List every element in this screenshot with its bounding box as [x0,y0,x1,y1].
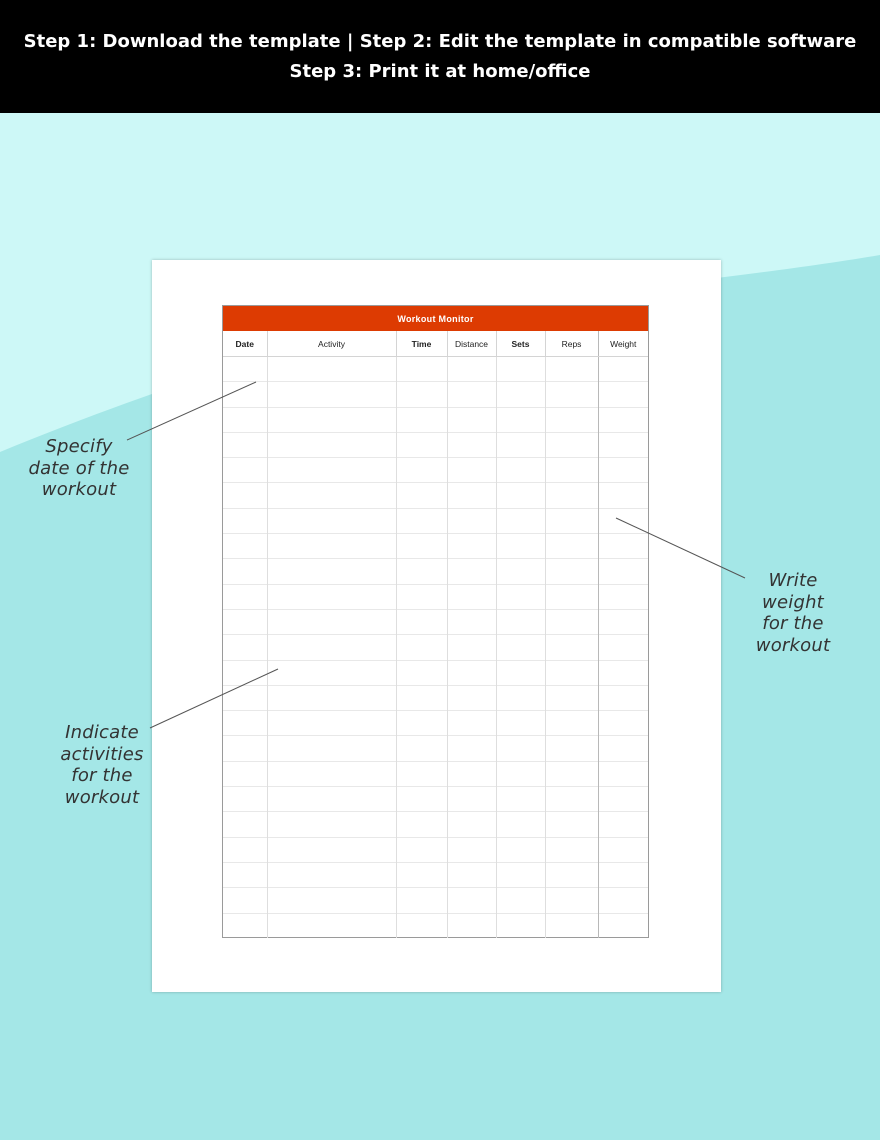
table-cell [496,357,545,382]
column-header-sets: Sets [496,331,545,357]
table-cell [447,458,496,483]
table-cell [598,432,648,457]
column-header-activity: Activity [267,331,396,357]
table-cell [545,913,598,938]
table-cell [496,812,545,837]
table-cell [447,559,496,584]
table-row [223,559,648,584]
table-row [223,407,648,432]
table-cell [545,711,598,736]
callout-weight-line: workout [755,634,831,656]
table-cell [223,609,267,634]
table-cell [496,787,545,812]
table-cell [223,761,267,786]
table-cell [267,458,396,483]
table-cell [545,787,598,812]
table-cell [545,382,598,407]
table-cell [598,382,648,407]
table-cell [267,534,396,559]
table-cell [545,837,598,862]
table-cell [223,483,267,508]
table-cell [267,736,396,761]
table-row [223,382,648,407]
table-cell [598,458,648,483]
table-cell [496,711,545,736]
column-header-distance: Distance [447,331,496,357]
table-cell [267,609,396,634]
table-cell [396,812,447,837]
callout-activity-line: activities [60,743,144,765]
callout-date-line: workout [41,479,117,500]
table-cell [396,584,447,609]
table-cell [598,711,648,736]
table-cell [223,913,267,938]
table-cell [267,357,396,382]
table-cell [496,382,545,407]
table-cell [496,635,545,660]
table-cell [447,761,496,786]
table-cell [496,534,545,559]
table-cell [447,787,496,812]
table-cell [545,635,598,660]
callout-date [18,436,140,501]
table-cell [223,432,267,457]
table-cell [598,888,648,913]
table-cell [396,407,447,432]
callout-date-line: Specify [45,436,113,457]
table-cell [396,888,447,913]
table-cell [267,812,396,837]
table-cell [396,483,447,508]
table-row [223,584,648,609]
table-row [223,736,648,761]
table-cell [447,584,496,609]
instructions-banner [0,0,880,113]
table-cell [396,761,447,786]
workout-table [223,331,648,938]
table-cell [447,357,496,382]
table-cell [396,685,447,710]
table-cell [545,357,598,382]
table-cell [545,508,598,533]
table-cell [545,559,598,584]
table-row [223,711,648,736]
instructions-line-1: Step 1: Download the template | Step 2: Edit the template in compatible software [23,31,857,52]
table-cell [545,458,598,483]
table-cell [598,660,648,685]
table-row [223,685,648,710]
table-cell [496,483,545,508]
table-cell [447,508,496,533]
table-cell [396,660,447,685]
table-cell [223,660,267,685]
table-cell [447,888,496,913]
table-cell [223,508,267,533]
instructions-line-2: Step 3: Print it at home/office [289,61,591,82]
table-cell [267,761,396,786]
column-header-date: Date [223,331,267,357]
table-row [223,534,648,559]
table-cell [496,508,545,533]
table-cell [223,711,267,736]
table-cell [545,685,598,710]
table-cell [496,862,545,887]
table-cell [545,483,598,508]
table-cell [223,685,267,710]
table-cell [396,508,447,533]
table-row [223,609,648,634]
table-header-row [223,331,648,357]
table-cell [267,432,396,457]
callout-activity-line: workout [64,786,140,808]
column-header-time: Time [396,331,447,357]
table-cell [223,458,267,483]
table-cell [267,559,396,584]
table-cell [545,888,598,913]
table-cell [496,458,545,483]
table-cell [496,407,545,432]
table-row [223,862,648,887]
table-row [223,483,648,508]
table-cell [267,584,396,609]
table-row [223,812,648,837]
table-cell [223,862,267,887]
table-cell [545,862,598,887]
table-cell [267,787,396,812]
table-cell [223,357,267,382]
table-cell [447,382,496,407]
table-cell [447,913,496,938]
table-cell [396,635,447,660]
callout-activity-line: for the [71,765,133,786]
template-page [152,260,721,992]
callout-activity [42,722,162,808]
table-cell [598,407,648,432]
table-cell [223,534,267,559]
callout-activity-line: Indicate [65,722,139,743]
table-cell [598,913,648,938]
table-cell [396,787,447,812]
table-cell [447,837,496,862]
table-row [223,761,648,786]
table-cell [396,913,447,938]
table-cell [598,609,648,634]
table-cell [598,685,648,710]
table-row [223,508,648,533]
table-cell [267,483,396,508]
table-cell [396,534,447,559]
table-cell [545,432,598,457]
table-cell [267,635,396,660]
table-row [223,635,648,660]
table-cell [598,761,648,786]
table-cell [545,660,598,685]
table-cell [598,483,648,508]
table-row [223,787,648,812]
callout-weight-line: for the [762,613,824,634]
table-cell [598,559,648,584]
table-cell [267,685,396,710]
table-cell [223,787,267,812]
table-cell [598,787,648,812]
callout-weight-line: Write [768,570,818,591]
table-cell [545,534,598,559]
table-cell [447,609,496,634]
table-cell [496,837,545,862]
table-row [223,432,648,457]
table-row [223,660,648,685]
table-cell [267,660,396,685]
table-cell [223,837,267,862]
table-cell [447,534,496,559]
table-cell [396,458,447,483]
table-cell [267,913,396,938]
table-cell [223,736,267,761]
table-cell [396,736,447,761]
table-cell [545,609,598,634]
table-cell [223,888,267,913]
table-cell [396,432,447,457]
callout-date-line: date of the [28,457,130,479]
table-cell [223,584,267,609]
table-cell [396,837,447,862]
table-cell [496,761,545,786]
table-cell [396,559,447,584]
table-cell [447,736,496,761]
table-cell [267,382,396,407]
table-cell [496,559,545,584]
table-cell [545,761,598,786]
table-cell [598,508,648,533]
table-cell [598,584,648,609]
table-cell [396,711,447,736]
table-cell [496,609,545,634]
table-cell [447,862,496,887]
table-cell [223,382,267,407]
table-cell [598,635,648,660]
table-cell [223,812,267,837]
table-cell [396,862,447,887]
table-cell [598,534,648,559]
workout-monitor-sheet [222,305,649,938]
table-cell [496,685,545,710]
table-cell [496,736,545,761]
table-cell [267,508,396,533]
table-row [223,458,648,483]
table-cell [496,584,545,609]
table-cell [267,407,396,432]
table-cell [396,609,447,634]
table-cell [396,357,447,382]
table-cell [223,407,267,432]
table-row [223,357,648,382]
table-cell [447,432,496,457]
table-body [223,357,648,938]
table-cell [545,407,598,432]
table-cell [223,559,267,584]
table-cell [598,357,648,382]
table-cell [598,837,648,862]
table-cell [496,913,545,938]
table-cell [545,736,598,761]
table-cell [396,382,447,407]
table-cell [223,635,267,660]
column-header-weight: Weight [598,331,648,357]
callout-weight-line: weight [762,591,824,613]
table-cell [447,483,496,508]
table-row [223,888,648,913]
table-cell [545,584,598,609]
table-cell [447,407,496,432]
table-cell [447,812,496,837]
callout-weight [738,570,848,656]
table-row [223,837,648,862]
table-cell [545,812,598,837]
table-cell [598,812,648,837]
table-cell [598,736,648,761]
table-cell [267,862,396,887]
column-header-reps: Reps [545,331,598,357]
sheet-title: Workout Monitor [223,306,648,331]
table-cell [496,432,545,457]
table-cell [598,862,648,887]
table-cell [447,711,496,736]
table-cell [267,837,396,862]
table-cell [447,685,496,710]
table-cell [447,660,496,685]
table-cell [496,888,545,913]
table-cell [267,711,396,736]
table-cell [267,888,396,913]
table-row [223,913,648,938]
table-cell [447,635,496,660]
table-cell [496,660,545,685]
